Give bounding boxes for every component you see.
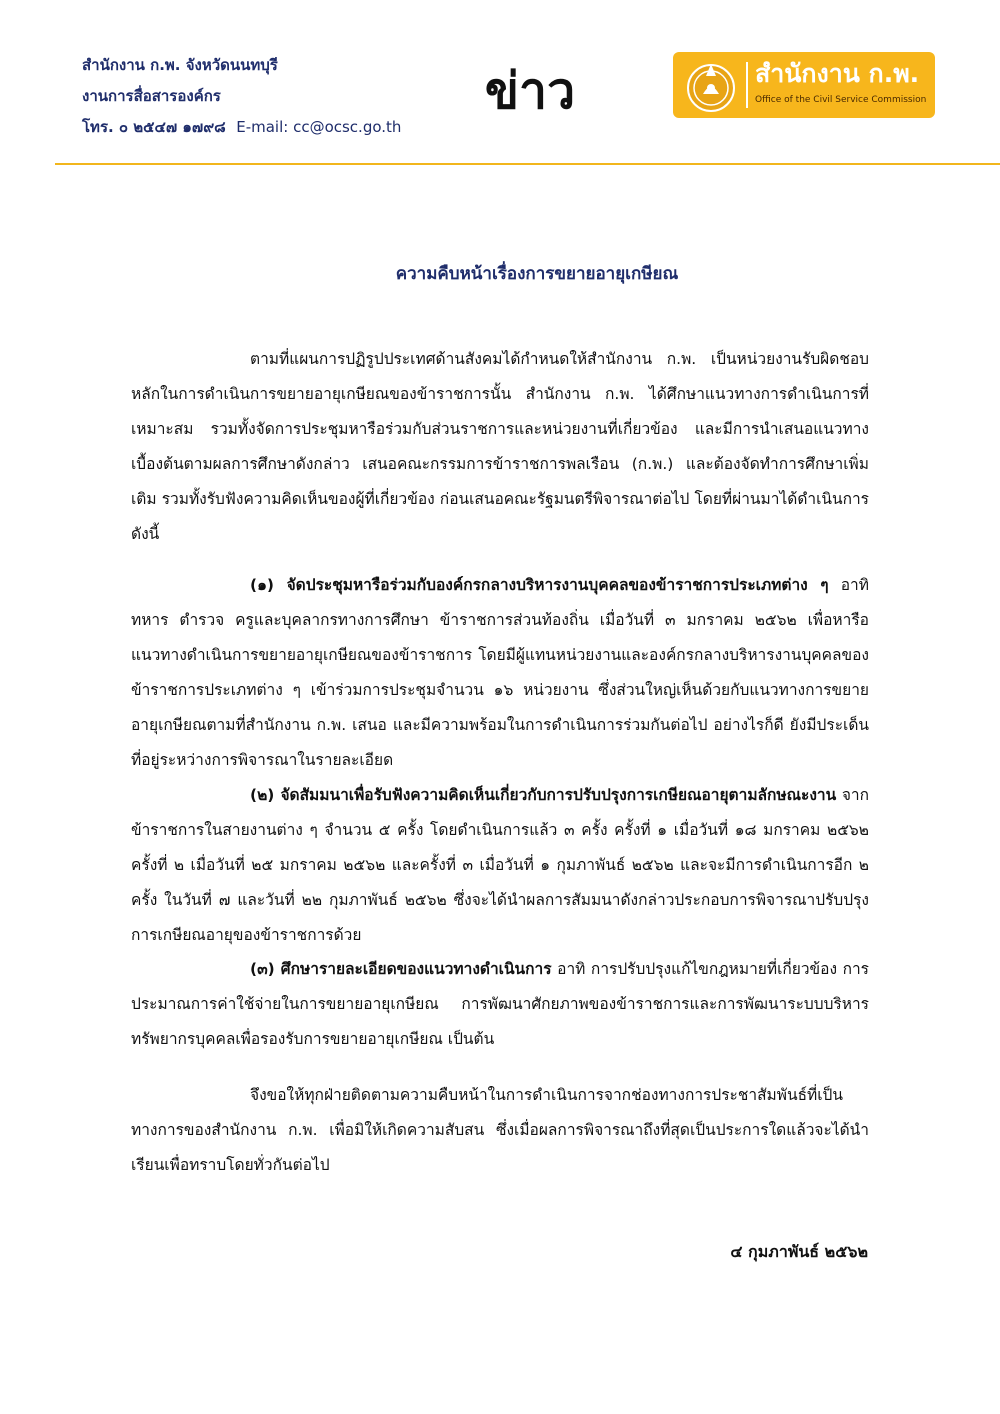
item-3-paragraph bbox=[131, 952, 869, 1057]
org-name: สำนักงาน ก.พ. จังหวัดนนทบุรี bbox=[82, 56, 278, 74]
contact-line bbox=[82, 112, 401, 143]
item-1-paragraph bbox=[131, 568, 869, 778]
item-2-text: จากข้าราชการในสายงานต่าง ๆ จำนวน ๕ ครั้ง โดยดำเนินการแล้ว ๓ ครั้ง ครั้งที่ ๑ เมื่อวันที่ ๑๘ มกราคม ๒๕๖๒ ครั้งที่ ๒ เมื่อวันที่ ๒๕ มกราคม ๒๕๖๒ และครั้งที่ ๓ เมื่อวันที่ ๑ กุมภาพันธ์ ๒๕๖๒ และจะมีการดำเนินการอีก ๒ ครั้ง ในวันที่ ๗ และวันที่ ๒๒ กุมภาพันธ์ ๒๕๖๒ ซึ่งจะได้นำผลการสัมมนาดังกล่าวประกอบการพิจารณาปรับปรุงการเกษียณอายุของข้าราชการด้วย bbox=[131, 786, 869, 944]
item-3-heading: (๓) ศึกษารายละเอียดของแนวทางดำเนินการ bbox=[250, 960, 552, 978]
header-divider bbox=[55, 163, 1000, 165]
news-heading: ข่าว bbox=[484, 62, 576, 120]
ocsc-logo bbox=[673, 52, 935, 118]
header-contact bbox=[82, 50, 401, 143]
intro-text: ตามที่แผนการปฏิรูปประเทศด้านสังคมได้กำหนดให้สำนักงาน ก.พ. เป็นหน่วยงานรับผิดชอบหลักในการดำเนินการขยายอายุเกษียณของข้าราชการนั้น สำนักงาน ก.พ. ได้ศึกษาแนวทางการดำเนินการที่เหมาะสม รวมทั้งจัดการประชุมหารือร่วมกับส่วนราชการและหน่วยงานที่เกี่ยวข้อง และมีการนำเสนอแนวทางเบื้องต้นตามผลการศึกษาดังกล่าว เสนอคณะกรรมการข้าราชการพลเรือน (ก.พ.) และต้องจัดทำการศึกษาเพิ่มเติม รวมทั้งรับฟังความคิดเห็นของผู้ที่เกี่ยวข้อง ก่อนเสนอคณะรัฐมนตรีพิจารณาต่อไป โดยที่ผ่านมาได้ดำเนินการ ดังนี้ bbox=[131, 350, 869, 543]
ocsc-seal-icon bbox=[683, 58, 739, 114]
item-1-heading: (๑) จัดประชุมหารือร่วมกับองค์กรกลางบริหารงานบุคคลของข้าราชการประเภทต่าง ๆ bbox=[250, 576, 829, 594]
intro-paragraph bbox=[131, 342, 869, 552]
closing-text: จึงขอให้ทุกฝ่ายติดตามความคืบหน้าในการดำเนินการจากช่องทางการประชาสัมพันธ์ที่เป็นทางการของสำนักงาน ก.พ. เพื่อมิให้เกิดความสับสน ซึ่งเมื่อผลการพิจารณาถึงที่สุดเป็นประการใดแล้วจะได้นำเรียนเพื่อทราบโดยทั่วกันต่อไป bbox=[131, 1086, 869, 1174]
logo-divider bbox=[746, 62, 748, 108]
item-3-text: อาทิ การปรับปรุงแก้ไขกฎหมายที่เกี่ยวข้อง การประมาณการค่าใช้จ่ายในการขยายอายุเกษียณ การพัฒนาศักยภาพของข้าราชการและการพัฒนาระบบบริหารทรัพยากรบุคคลเพื่อรองรับการขยายอายุเกษียณ เป็นต้น bbox=[131, 960, 869, 1048]
logo-name-en: Office of the Civil Service Commission bbox=[755, 95, 927, 105]
email-address[interactable]: E-mail: cc@ocsc.go.th bbox=[236, 118, 402, 136]
item-2-heading: (๒) จัดสัมมนาเพื่อรับฟังความคิดเห็นเกี่ยวกับการปรับปรุงการเกษียณอายุตามลักษณะงาน bbox=[250, 786, 837, 804]
item-2-paragraph bbox=[131, 778, 869, 953]
phone-number: โทร. ๐ ๒๕๔๗ ๑๗๙๘ bbox=[82, 118, 226, 136]
logo-name-th: สำนักงาน ก.พ. bbox=[755, 59, 920, 88]
document-date: ๔ กุมภาพันธ์ ๒๕๖๒ bbox=[730, 1242, 868, 1261]
org-unit: งานการสื่อสารองค์กร bbox=[82, 87, 221, 105]
closing-paragraph bbox=[131, 1078, 869, 1183]
document-title: ความคืบหน้าเรื่องการขยายอายุเกษียณ bbox=[395, 264, 679, 284]
item-1-text: อาทิ ทหาร ตำรวจ ครูและบุคลากรทางการศึกษา ข้าราชการส่วนท้องถิ่น เมื่อวันที่ ๓ มกราคม ๒๕๖๒ เพื่อหารือแนวทางดำเนินการขยายอายุเกษียณของข้าราชการ โดยมีผู้แทนหน่วยงานและองค์กรกลางบริหารงานบุคคลของข้าราชการประเภทต่าง ๆ เข้าร่วมการประชุมจำนวน ๑๖ หน่วยงาน ซึ่งส่วนใหญ่เห็นด้วยกับแนวทางการขยายอายุเกษียณตามที่สำนักงาน ก.พ. เสนอ และมีความพร้อมในการดำเนินการร่วมกันต่อไป อย่างไรก็ดี ยังมีประเด็นที่อยู่ระหว่างการพิจารณาในรายละเอียด bbox=[131, 576, 869, 769]
